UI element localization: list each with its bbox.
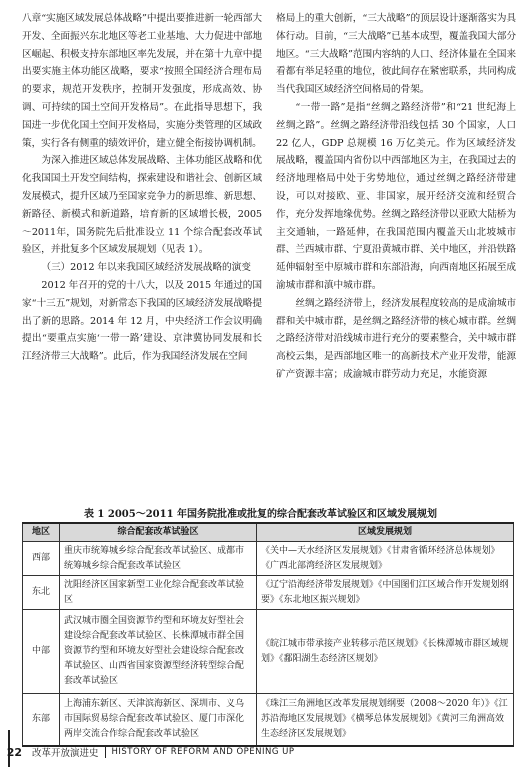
left-paragraph-2: 为深入推进区域总体发展战略、主体功能区战略和优化我国国土开发空间结构，探索建设和谐社会、创新区域发展模式，提升区域乃至国家竞争力的新思维、新思想、新路径、新模式和新道路，培育新的区域增长极，2005～2011年，国务院先后批准设立 11 个综合配套改革试验区，并批复多个区域发展规划（见表 1）。 [22,155,262,256]
reform-zones-table [22,522,514,747]
plans-cell: 《关中—天水经济区发展规划》《甘肃省循环经济总体规划》《广西北部湾经济区发展规划》 [257,542,514,576]
left-paragraph-3: 2012 年召开的党的十八大，以及 2015 年通过的国家“十三五”规划，对新常态下我国的区域经济发展战略提出了新的思路。2014 年 12 月，中央经济工作会议明确提出“要重点实施‘一带一路’建设、京津冀协同发展和长江经济带三大战略”。此后，作为我国经济发展在空间 [22,279,262,363]
zones-cell: 上海浦东新区、天津滨海新区、深圳市、义乌市国际贸易综合配套改革试验区、厦门市深化两岸交流合作综合配套改革试验区 [60,694,257,746]
zones-cell: 重庆市统筹城乡综合配套改革试验区、成都市统筹城乡综合配套改革试验区 [60,542,257,576]
right-paragraph-1: 格局上的重大创新，“三大战略”的顶层设计逐渐落实为具体行动。目前，“三大战略”已基本成型，覆盖我国大部分地区。“三大战略”范围内容纳的人口、经济体量在全国来看都有举足轻重的地位，彼此间存在紧密联系，共同构成当代我国区域经济空间格局的骨架。 [276,13,516,96]
right-paragraph-3: 丝绸之路经济带上，经济发展程度较高的是成渝城市群和关中城市群，是丝绸之路经济带的核心城市群。丝绸之路经济带对沿线城市进行充分的要素整合，关中城市群高校云集，是西部地区唯一的高新技术产业开发带，能源矿产资源丰富；成渝城市群劳动力充足，水能资源 [276,297,516,380]
table-caption: 表 1 2005～2011 年国务院批准或批复的综合配套改革试验区和区域发展规划 [83,509,438,520]
journal-title-cn: 改革开放演进史 [32,748,99,759]
zones-cell: 武汉城市圈全国资源节约型和环境友好型社会建设综合配套改革试验区、长株潭城市群全国资源节约型和环境友好型社会建设综合配套改革试验区、山西省国家资源型经济转型综合配套改革试验区 [60,610,257,694]
section-heading: （三）2012 年以来我国区域经济发展战略的演变 [41,262,251,274]
region-cell: 东北 [23,576,60,610]
journal-title-en: HISTORY OF REFORM AND OPENING UP [111,747,295,757]
plans-cell: 《辽宁沿海经济带发展规划》《中国图们江区域合作开发规划纲要》《东北地区振兴规划》 [257,576,514,610]
plans-cell: 《珠江三角洲地区改革发展规划纲要（2008～2020 年）》《江苏沿海地区发展规划》《横琴总体发展规划》《黄河三角洲高效生态经济区发展规划》 [257,694,514,746]
header-plans: 区域发展规划 [257,523,514,542]
footer-divider [105,746,106,758]
region-cell: 中部 [23,610,60,694]
table-row [23,610,514,694]
table-row [23,694,514,746]
zones-cell: 沈阳经济区国家新型工业化综合配套改革试验区 [60,576,257,610]
plans-cell: 《皖江城市带承接产业转移示范区规划》《长株潭城市群区域规划》《鄱阳湖生态经济区规划》 [257,610,514,694]
header-zones: 综合配套改革试验区 [60,523,257,542]
header-region: 地区 [23,523,60,542]
table-header-row [23,523,514,542]
region-cell: 西部 [23,542,60,576]
right-paragraph-2: “一带一路”是指“丝绸之路经济带”和“21 世纪海上丝绸之路”。丝绸之路经济带沿线包括 30 个国家，人口 22 亿人，GDP 总规模 16 万亿美元。作为区域经济发展战略，覆盖国内省份以中西部地区为主，在我国过去的经济地理格局中处于劣势地位，通过丝绸之路经济带建设，可以对接欧、亚、非国家，展开经济交流和经贸合作，充分发挥地缘优势。丝绸之路经济带以亚欧大陆桥为主交通轴，一路延伸，在我国范围内覆盖天山北坡城市群、兰西城市群、宁夏沿黄城市群、关中地区，并沿铁路延伸辐射至中原城市群和东部沿海，向西南地区拓展至成渝城市群和滇中城市群。 [276,101,516,291]
page-footer [4,745,295,759]
right-column [276,10,516,384]
left-column [22,10,262,366]
region-cell: 东部 [23,694,60,746]
page-number: 22 [6,745,22,759]
table-row [23,576,514,610]
table-row [23,542,514,576]
left-paragraph-1: 八章“实施区域发展总体战略”中提出要推进新一轮西部大开发、全面振兴东北地区等老工业基地、大力促进中部地区崛起、积极支持东部地区率先发展，并在第十九章中提出要实施主体功能区战略，要求“按照全国经济合理布局的要求，规范开发秩序，控制开发强度，形成高效、协调、可持续的国土空间开发格局”。在此指导思想下，我国进一步优化国土空间开发格局，实施分类管理的区域政策，实行各有侧重的绩效评价，建立健全衔接协调机制。 [22,13,262,149]
